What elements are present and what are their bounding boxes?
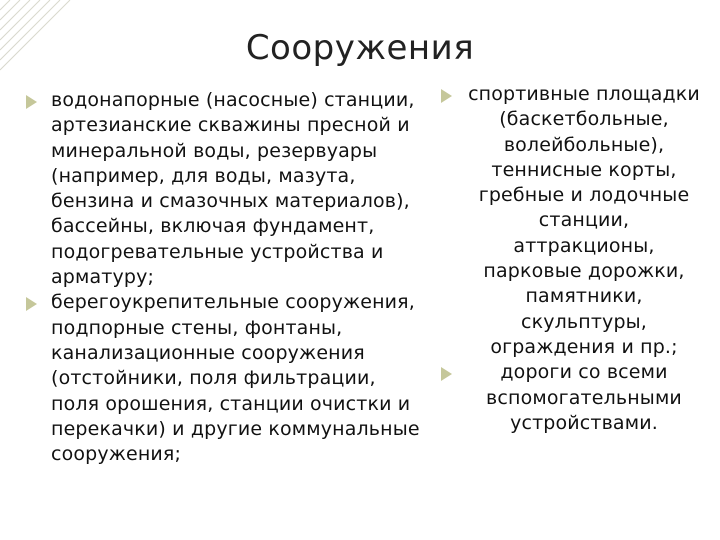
triangle-bullet-icon: [26, 297, 37, 311]
list-item-text: дороги со всеми вспомогательными устройствами.: [486, 361, 682, 434]
list-item: [25, 88, 425, 290]
list-item: [440, 82, 702, 360]
list-item: [25, 290, 425, 467]
list-item-text: спортивные площадки (баскетбольные, волейбольные), теннисные корты, гребные и лодочные станции, аттракционы, парковые дорожки, памятники, скульптуры, ограждения и пр.;: [468, 83, 700, 358]
list-item: [440, 360, 702, 436]
list-item-text: берегоукрепительные сооружения, подпорные стены, фонтаны, канализационные сооружения (отстойники, поля фильтрации, поля орошения, станции очистки и перекачки) и другие коммунальные сооружения;: [51, 291, 420, 466]
triangle-bullet-icon: [26, 95, 37, 109]
list-item-text: водонапорные (насосные) станции, артезианские скважины пресной и минеральной воды, резервуары (например, для воды, мазута, бензина и смазочных материалов), бассейны, включая фундамент, подогревательные устройства и арматуру;: [51, 89, 415, 289]
left-bullet-list: [25, 88, 425, 467]
triangle-bullet-icon: [441, 89, 452, 103]
right-bullet-list: [440, 82, 702, 436]
slide-title: Сооружения: [245, 28, 475, 68]
triangle-bullet-icon: [441, 367, 452, 381]
